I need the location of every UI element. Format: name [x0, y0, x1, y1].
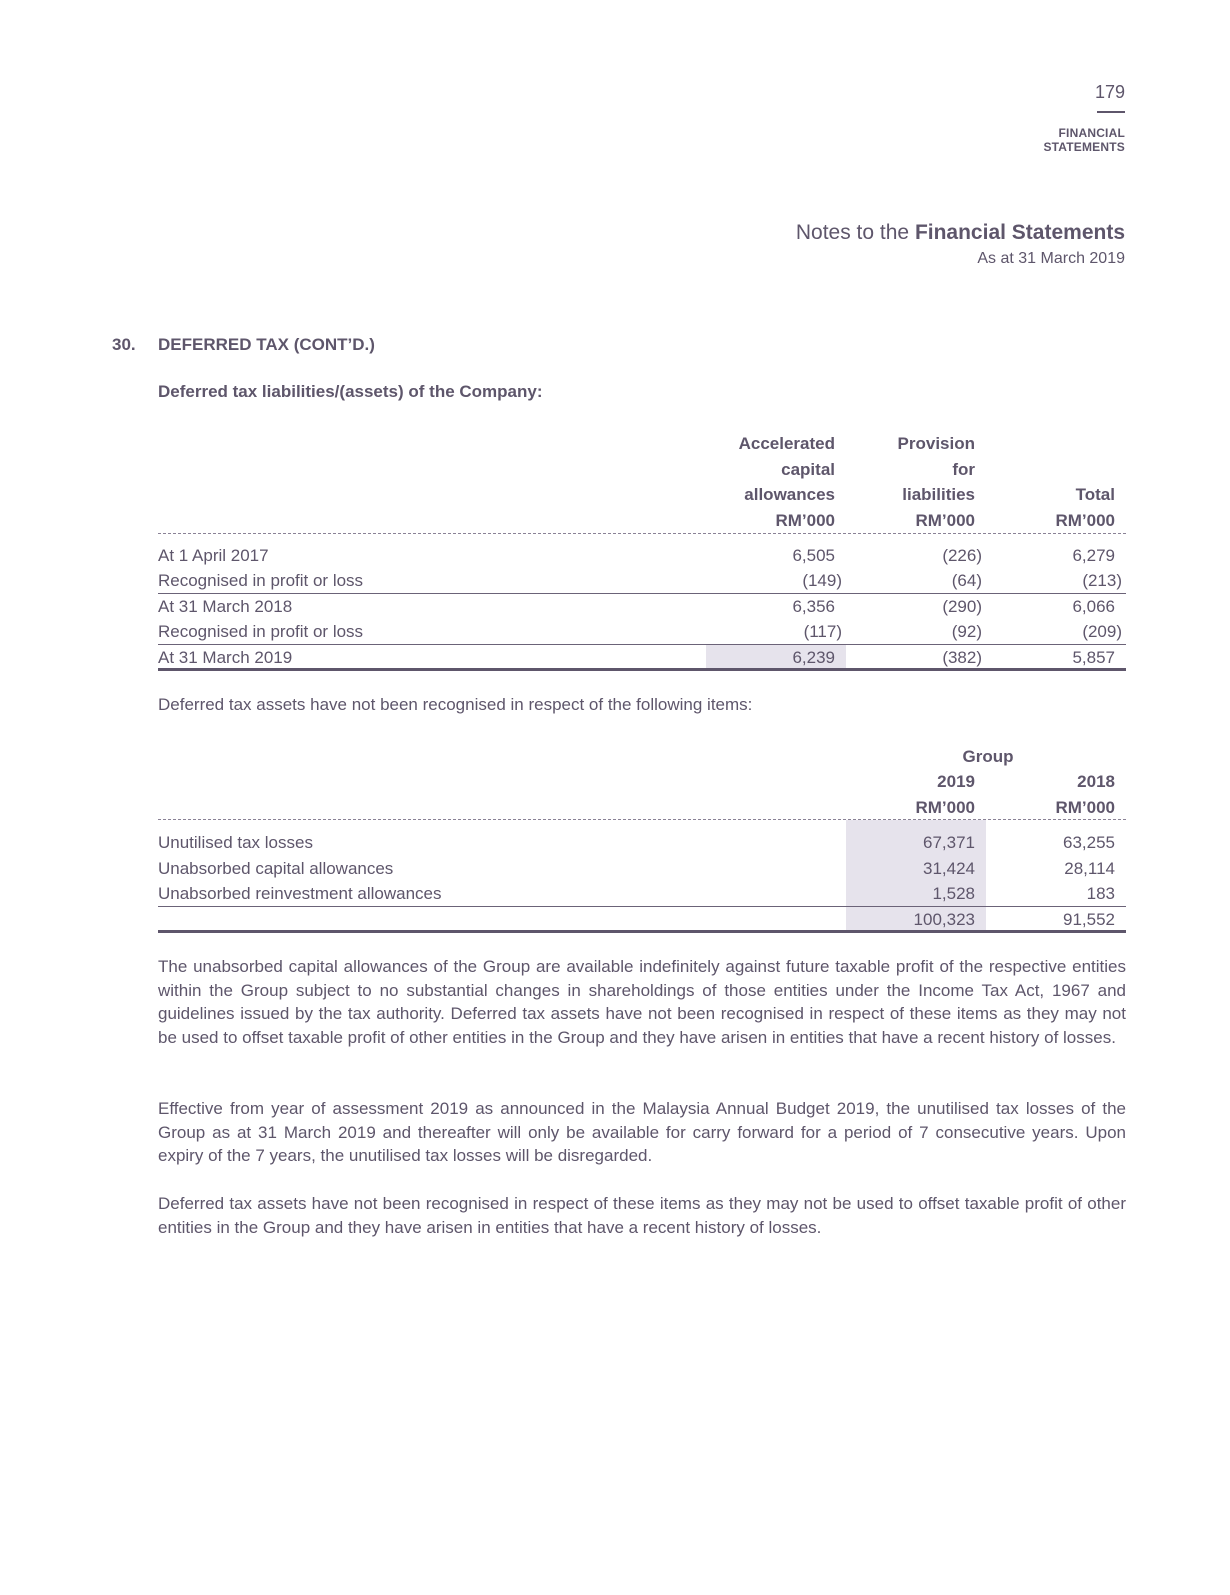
section-title: DEFERRED TAX (CONT’D.) — [158, 335, 375, 354]
t1-col1-unit: RM’000 — [775, 510, 835, 530]
t1-row2-col1: (149) — [802, 571, 842, 590]
t1-col1-line2: capital — [781, 459, 835, 479]
t1-row2-label: Recognised in profit or loss — [158, 571, 364, 590]
t1-row1-col3: 6,279 — [1072, 546, 1115, 565]
t1-col2-line1: Provision — [897, 434, 975, 453]
t1-col-provision-header — [898, 431, 975, 533]
t2-row1-col1: 67,371 — [923, 833, 975, 852]
t1-row2-col3: (213) — [1082, 571, 1122, 590]
t1-col3-unit: RM’000 — [1055, 510, 1115, 530]
t2-subtotal-rule — [158, 906, 1126, 907]
paragraph-2: Effective from year of assessment 2019 as announced in the Malaysia Annual Budget 2019, the unutilised tax losses of the Group as at 31 March 2019 and thereafter will only be available for carry forward for a period of 7 consecutive years. Upon expiry of the 7 years, the unutilised tax losses will be disregarded. — [158, 1099, 1126, 1166]
t1-col1-line1: Accelerated — [738, 434, 835, 453]
page-number: 179 — [1094, 82, 1125, 102]
t1-row1-col1: 6,505 — [792, 546, 835, 565]
t2-col2-unit: RM’000 — [1055, 797, 1115, 817]
t2-col-2019-header — [915, 769, 975, 820]
t2-row1-col2: 63,255 — [1063, 833, 1115, 852]
t1-row2-col2: (64) — [951, 571, 982, 590]
t2-col2-year: 2018 — [1077, 772, 1115, 791]
page-number-rule — [1097, 111, 1125, 113]
t1-row1-label: At 1 April 2017 — [158, 546, 269, 565]
t2-col-2018-header — [1055, 769, 1115, 820]
t1-row4-col3: (209) — [1082, 622, 1122, 641]
t2-row2-col2: 28,114 — [1064, 859, 1115, 878]
t2-group-label: Group — [962, 747, 1014, 766]
t1-col1-line3: allowances — [744, 485, 835, 504]
t1-row3-col2: (290) — [942, 597, 982, 616]
t1-row5-col3: 5,857 — [1072, 648, 1115, 667]
t2-total-rule — [158, 930, 1126, 933]
t1-row1-col2: (226) — [942, 546, 982, 565]
section-subtitle: Deferred tax liabilities/(assets) of the Company: — [158, 382, 543, 401]
notes-subtitle: As at 31 March 2019 — [977, 250, 1125, 267]
section-tag-line1: FINANCIAL — [1058, 126, 1125, 140]
notes-title-bold: Financial Statements — [914, 221, 1125, 244]
notes-title-prefix: Notes to the — [795, 221, 915, 244]
t1-row5-col1: 6,239 — [792, 648, 835, 667]
t1-col3-line1: Total — [1075, 485, 1115, 504]
t1-col-total-header — [1055, 482, 1115, 533]
t1-row4-label: Recognised in profit or loss — [158, 622, 364, 641]
paragraph-1: The unabsorbed capital allowances of the Group are available indefinitely against future taxable profit of the respective entities within the Group subject to no substantial changes in shareholdings of those entities under the Income Tax Act, 1967 and guidelines issued by the tax authority. Deferred tax assets have not been recognised in respect of these items as they may not be used to offset taxable profit of other entities in the Group and they have arisen in entities that have a recent history of losses. — [158, 957, 1126, 1047]
t1-row5-col2: (382) — [942, 648, 982, 667]
t1-row4-col1: (117) — [803, 622, 842, 641]
t1-row3-col3: 6,066 — [1072, 597, 1115, 616]
t2-total-col1: 100,323 — [913, 910, 975, 929]
section-number: 30. — [112, 335, 136, 354]
t2-total-col2: 91,552 — [1063, 910, 1115, 929]
t1-total-rule — [158, 668, 1126, 671]
t2-row2-label: Unabsorbed capital allowances — [158, 859, 394, 878]
t1-row4-col2: (92) — [951, 622, 982, 641]
t2-row3-col1: 1,528 — [932, 884, 975, 903]
t2-col1-unit: RM’000 — [915, 797, 975, 817]
t1-col-accelerated-header — [739, 431, 835, 533]
t2-row2-col1: 31,424 — [923, 859, 975, 878]
t2-col1-year: 2019 — [937, 772, 975, 791]
paragraph-3: Deferred tax assets have not been recognised in respect of these items as they may not be used to offset taxable profit of other entities in the Group and they have arisen in entities that have a recent history of losses. — [158, 1194, 1126, 1237]
t2-row1-label: Unutilised tax losses — [158, 833, 313, 852]
section-tag — [1043, 126, 1125, 154]
t1-col2-unit: RM’000 — [915, 510, 975, 530]
t1-header-divider — [158, 533, 1126, 534]
t1-col2-line2: for — [952, 459, 975, 479]
t1-row5-label: At 31 March 2019 — [158, 648, 293, 667]
t1-row3-label: At 31 March 2018 — [158, 597, 293, 616]
t1-col2-line3: liabilities — [902, 485, 975, 504]
t1-row3-col1: 6,356 — [792, 597, 835, 616]
t2-row3-col2: 183 — [1086, 884, 1115, 903]
intro-text: Deferred tax assets have not been recognised in respect of the following items: — [158, 695, 753, 714]
notes-title — [796, 221, 1125, 245]
t2-row3-label: Unabsorbed reinvestment allowances — [158, 884, 442, 903]
section-tag-line2: STATEMENTS — [1043, 140, 1125, 154]
